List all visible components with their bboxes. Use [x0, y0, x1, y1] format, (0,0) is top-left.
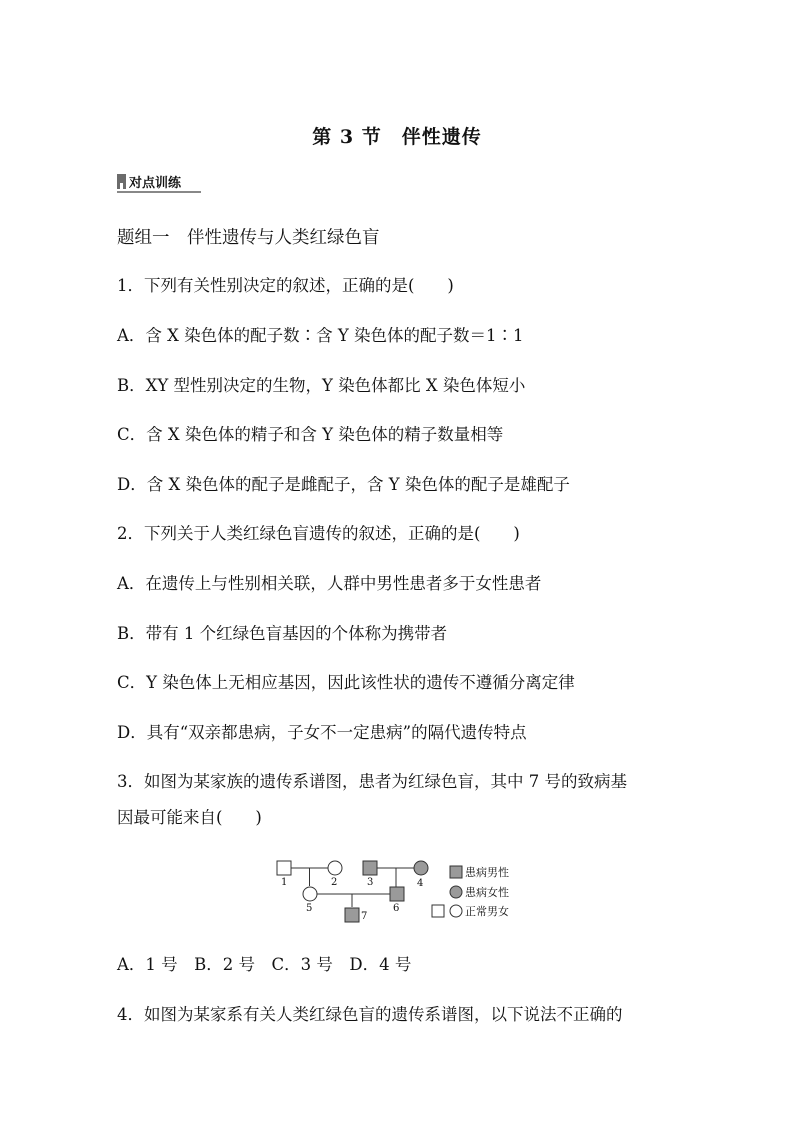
pedigree-label-5: 5: [306, 903, 313, 914]
q1-option-c: C．含 X 染色体的精子和含 Y 染色体的精子数量相等: [117, 425, 504, 444]
legend-normal-female-symbol: [450, 905, 462, 917]
q1-option-a: A．含 X 染色体的配子数∶含 Y 染色体的配子数＝1∶1: [117, 326, 524, 345]
pedigree-label-3: 3: [367, 877, 374, 888]
q1-option-d: D．含 X 染色体的配子是雌配子，含 Y 染色体的配子是雄配子: [117, 475, 570, 494]
group-title: 题组一 伴性遗传与人类红绿色盲: [117, 228, 380, 248]
q2-option-b: B．带有 1 个红绿色盲基因的个体称为携带者: [117, 624, 448, 643]
legend-normal-male-symbol: [432, 905, 444, 917]
q3-options: A．1 号 B．2 号 C．3 号 D．4 号: [117, 955, 412, 974]
q2-option-a: A．在遗传上与性别相关联，人群中男性患者多于女性患者: [117, 574, 542, 593]
pedigree-label-7: 7: [361, 911, 368, 922]
q3-stem-line1: 3．如图为某家族的遗传系谱图，患者为红绿色盲，其中 7 号的致病基: [117, 772, 627, 791]
pedigree-male-1: [277, 861, 291, 875]
section-marker-icon: [117, 174, 126, 189]
q4-stem-line1: 4．如图为某家系有关人类红绿色盲的遗传系谱图，以下说法不正确的: [117, 1005, 623, 1024]
pedigree-female-2: [328, 861, 342, 875]
q2-stem: 2．下列关于人类红绿色盲遗传的叙述，正确的是( ): [117, 524, 520, 543]
legend-affected-female-label: 患病女性: [465, 886, 509, 899]
section-tag: [117, 172, 181, 190]
pedigree-label-4: 4: [417, 878, 424, 889]
pedigree-affected-male-7: [345, 908, 359, 922]
q3-stem-line2: 因最可能来自( ): [117, 808, 262, 827]
pedigree-affected-male-3: [363, 861, 377, 875]
section-tag-label: 对点训练: [129, 175, 182, 191]
pedigree-label-6: 6: [393, 903, 400, 914]
q2-option-d: D．具有“双亲都患病，子女不一定患病”的隔代遗传特点: [117, 723, 527, 742]
pedigree-diagram: [270, 855, 530, 930]
legend-normal-label: 正常男女: [465, 905, 509, 918]
legend-affected-male-label: 患病男性: [465, 866, 509, 879]
page-title: 第 3 节 伴性遗传: [312, 126, 482, 148]
pedigree-label-1: 1: [281, 877, 288, 888]
pedigree-affected-male-6: [390, 887, 404, 901]
q2-option-c: C．Y 染色体上无相应基因，因此该性状的遗传不遵循分离定律: [117, 673, 575, 692]
pedigree-female-5: [303, 887, 317, 901]
legend-affected-female-symbol: [450, 886, 462, 898]
pedigree-affected-female-4: [414, 861, 428, 875]
section-underline: [117, 191, 201, 193]
q1-stem: 1．下列有关性别决定的叙述，正确的是( ): [117, 276, 454, 295]
legend-affected-male-symbol: [450, 866, 462, 878]
q1-option-b: B．XY 型性别决定的生物，Y 染色体都比 X 染色体短小: [117, 376, 526, 395]
pedigree-label-2: 2: [331, 877, 338, 888]
